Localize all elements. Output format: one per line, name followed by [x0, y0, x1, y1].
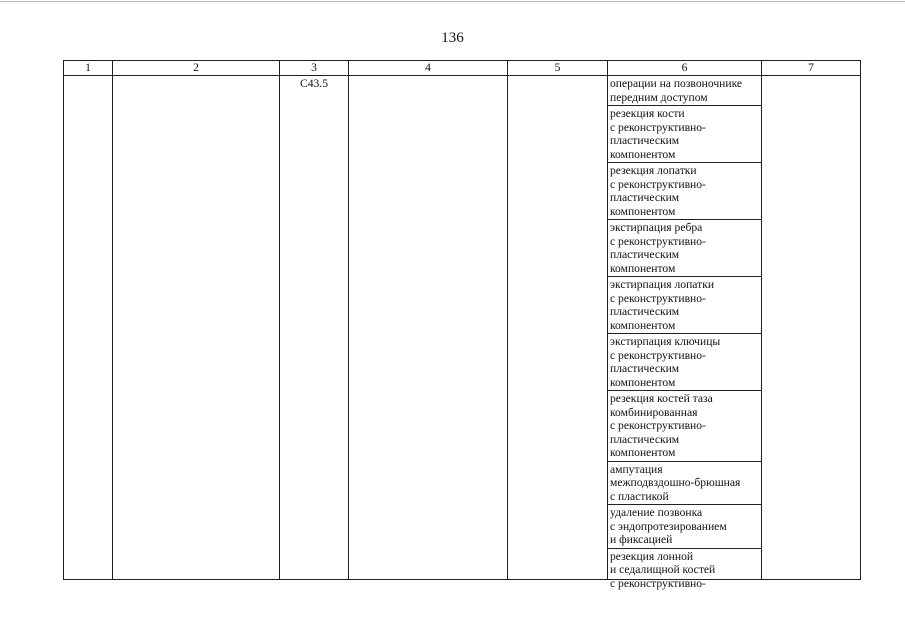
cell-col-2 [113, 76, 280, 580]
procedure-item: операции на позвоночнике передним доступом [608, 76, 761, 106]
page-number: 136 [441, 30, 464, 46]
column-header-7: 7 [762, 61, 861, 76]
column-header-5: 5 [508, 61, 608, 76]
table-row [64, 76, 861, 580]
procedure-item: резекция лопатки с реконструктивно- пластическим компонентом [608, 163, 761, 220]
procedure-item: ампутация межподвздошно-брюшная с пластикой [608, 462, 761, 506]
table-header-row [64, 61, 861, 76]
top-border-line [0, 1, 905, 2]
column-header-4: 4 [349, 61, 508, 76]
diagnosis-code-cell: C43.5 [280, 76, 349, 580]
procedure-item: экстирпация ключицы с реконструктивно- пластическим компонентом [608, 334, 761, 391]
cell-col-1 [64, 76, 113, 580]
procedure-list [608, 76, 761, 590]
cell-col-4 [349, 76, 508, 580]
column-header-6: 6 [608, 61, 762, 76]
procedure-item: резекция костей таза комбинированная с реконструктивно- пластическим компонентом [608, 391, 761, 462]
column-header-1: 1 [64, 61, 113, 76]
column-header-3: 3 [280, 61, 349, 76]
procedure-item: экстирпация лопатки с реконструктивно- пластическим компонентом [608, 277, 761, 334]
cell-col-5 [508, 76, 608, 580]
medical-procedures-table [63, 60, 861, 590]
cell-col-7 [762, 76, 861, 580]
procedure-item: экстирпация ребра с реконструктивно- пластическим компонентом [608, 220, 761, 277]
procedures-cell [608, 76, 762, 590]
procedure-item: удаление позвонка с эндопротезированием и фиксацией [608, 505, 761, 549]
column-header-2: 2 [113, 61, 280, 76]
procedure-item: резекция кости с реконструктивно- пластическим компонентом [608, 106, 761, 163]
procedure-item: резекция лонной и седалищной костей с реконструктивно- [610, 549, 716, 590]
